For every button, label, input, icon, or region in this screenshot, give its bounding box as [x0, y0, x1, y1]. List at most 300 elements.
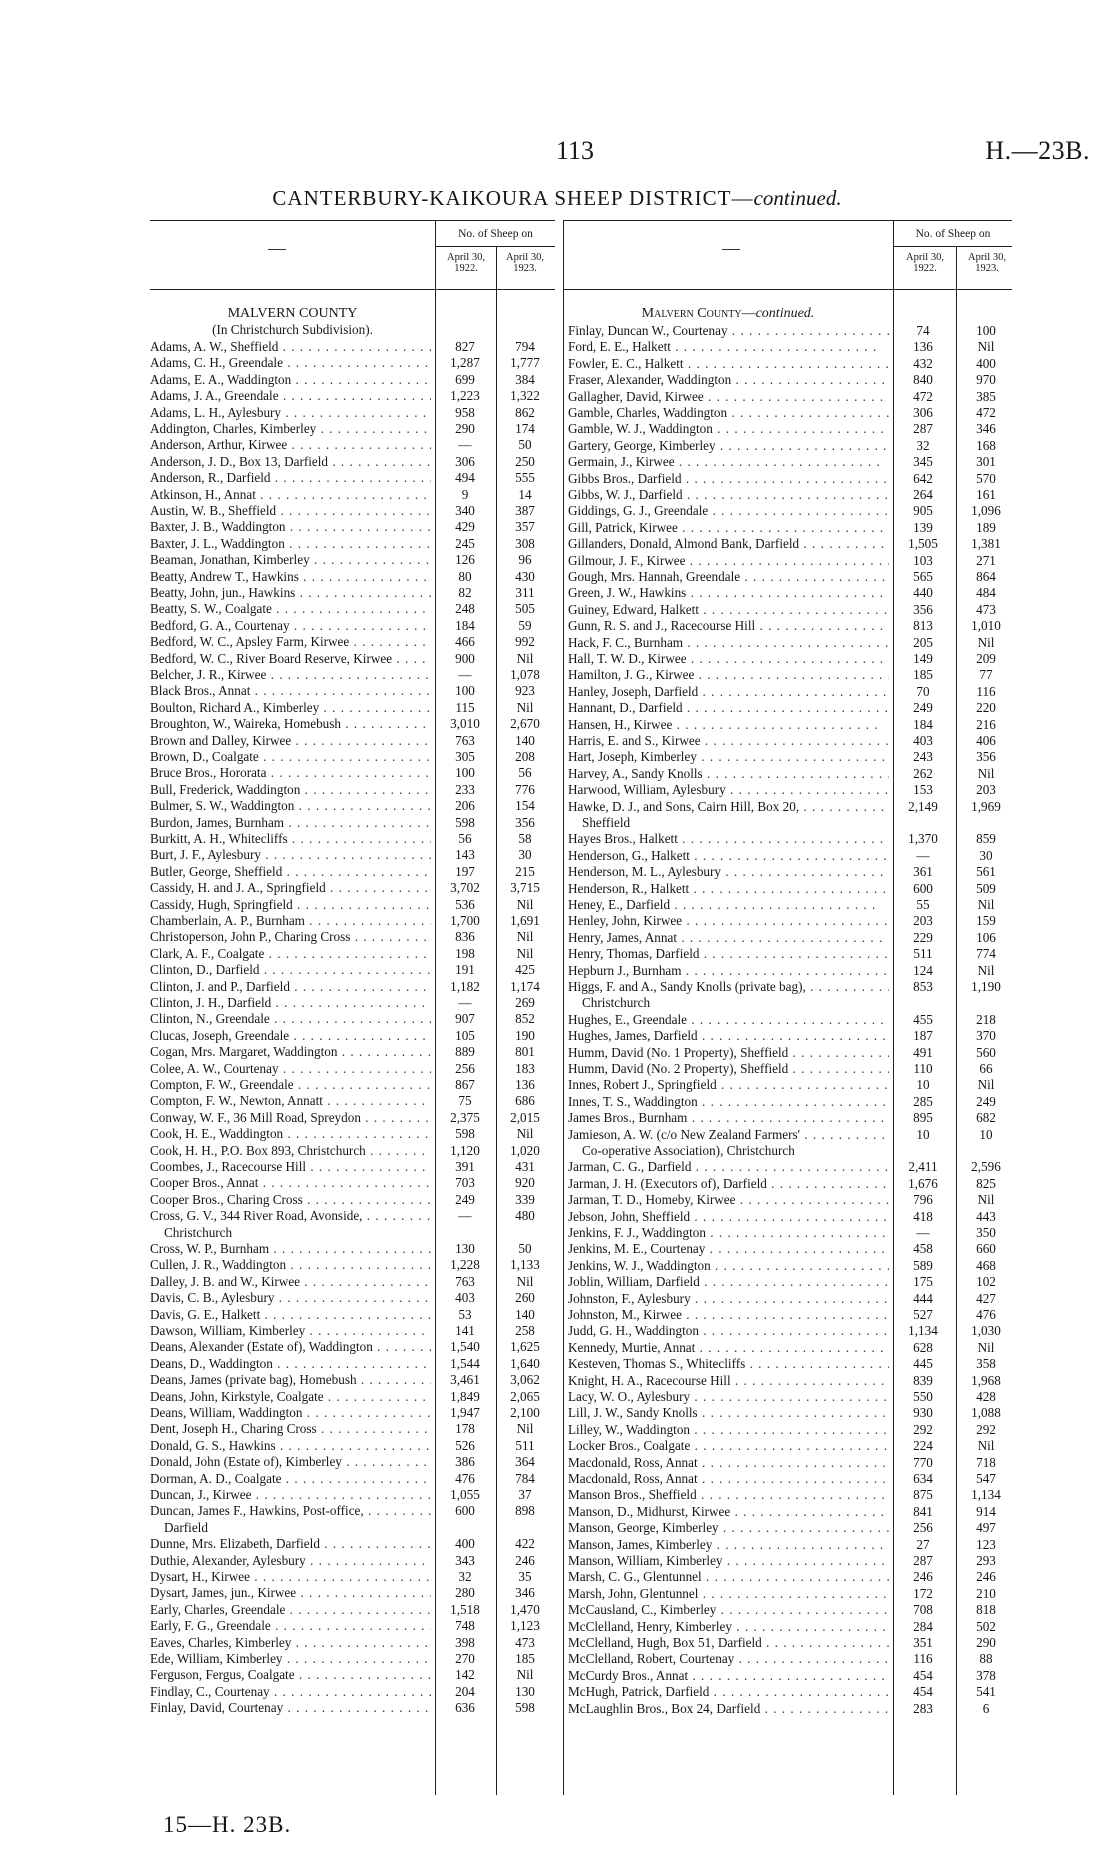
- right-section-title: [563, 306, 893, 322]
- sheep-count-1923: 3,062: [510, 1372, 540, 1388]
- sheep-count-1922: 249: [455, 1191, 475, 1207]
- sheep-count-1922: 1,287: [450, 355, 480, 371]
- page-number: 113: [555, 136, 595, 165]
- sheep-count-1922: 895: [913, 1110, 933, 1126]
- owner-name: Cullen, J. R., Waddington . .: [150, 1257, 431, 1273]
- owner-name: Harris, E. and S., Kirwee . .: [568, 733, 889, 749]
- table-row: [568, 438, 1012, 454]
- sheep-count-1923: 209: [976, 651, 996, 666]
- sheep-count-1923: Nil: [516, 699, 534, 715]
- sheep-count-1923: 428: [976, 1389, 996, 1404]
- table-row: [150, 405, 555, 421]
- table-row: [568, 356, 1012, 372]
- sheep-count-1923: 682: [976, 1110, 996, 1126]
- sheep-count-1922: 100: [455, 765, 475, 781]
- sheep-count-1923: 208: [515, 749, 535, 764]
- sheep-count-1922: 429: [455, 519, 475, 535]
- sheep-count-1923: Nil: [977, 1339, 995, 1355]
- table-row: [150, 700, 555, 716]
- owner-name: Bulmer, S. W., Waddington . .: [150, 798, 431, 814]
- table-row: [150, 634, 555, 650]
- table-row: [150, 749, 555, 765]
- sheep-count-1923: 246: [976, 1569, 996, 1585]
- sheep-count-1923: 825: [976, 1175, 996, 1191]
- sheep-count-1923: 100: [976, 323, 996, 338]
- table-row: [568, 881, 1012, 897]
- sheep-count-1923: 258: [515, 1323, 535, 1338]
- sheep-count-1922: 598: [455, 814, 475, 830]
- sheep-count-1922: 598: [455, 1126, 475, 1142]
- table-row: [150, 1700, 555, 1716]
- owner-name: Baxter, J. L., Waddington . .: [150, 536, 431, 552]
- table-row: [150, 1503, 555, 1519]
- sheep-count-1922: 70: [916, 683, 930, 699]
- sheep-count-1923: 203: [976, 782, 996, 798]
- sheep-count-1923: Nil: [977, 1438, 995, 1454]
- sheep-count-1922: 853: [913, 979, 933, 994]
- sheep-count-1923: 497: [976, 1520, 996, 1536]
- sheep-count-1922: 262: [913, 765, 933, 781]
- sheep-count-1923: 301: [976, 454, 996, 470]
- table-row: [568, 1241, 1012, 1257]
- table-row: [150, 355, 555, 371]
- table-row: [150, 1454, 555, 1470]
- sheep-count-1922: 184: [455, 617, 475, 633]
- owner-name: Colee, A. W., Courtenay . .: [150, 1061, 431, 1077]
- table-row: [150, 1225, 555, 1241]
- table-row: [568, 1684, 1012, 1700]
- owner-name: Marsh, John, Glentunnel . .: [568, 1586, 889, 1602]
- sheep-count-1923: 468: [976, 1257, 996, 1273]
- sheep-count-1922: 205: [913, 634, 933, 650]
- owner-name: Beatty, S. W., Coalgate . .: [150, 601, 431, 617]
- table-row: [568, 848, 1012, 864]
- owner-name: Chamberlain, A. P., Burnham . .: [150, 913, 431, 929]
- owner-name: Clinton, J. and P., Darfield . .: [150, 979, 431, 995]
- owner-name: Hall, T. W. D., Kirwee . .: [568, 651, 889, 667]
- sheep-count-1923: 271: [976, 552, 996, 568]
- sheep-count-1922: 3,461: [450, 1372, 480, 1388]
- sheep-count-1922: 141: [455, 1323, 475, 1338]
- owner-name: Gibbs Bros., Darfield . .: [568, 471, 889, 487]
- right-top-rule: [563, 220, 1012, 221]
- sheep-count-1923: 422: [515, 1536, 535, 1552]
- sheep-count-1922: 191: [455, 962, 475, 978]
- sheep-count-1923: 249: [976, 1093, 996, 1109]
- sheep-count-1923: Nil: [977, 339, 995, 355]
- owner-name: Anderson, R., Darfield . .: [150, 470, 431, 486]
- table-row: [150, 1635, 555, 1651]
- owner-name: Cassidy, H. and J. A., Springfield . .: [150, 880, 431, 896]
- sheep-count-1923: 88: [979, 1651, 993, 1667]
- sheep-count-1923: 30: [518, 847, 532, 863]
- table-row: [150, 1159, 555, 1175]
- table-row: [568, 766, 1012, 782]
- sheep-count-1922: 280: [455, 1585, 475, 1601]
- table-row: [568, 667, 1012, 683]
- table-row: [150, 929, 555, 945]
- owner-name: Hack, F. C., Burnham . .: [568, 635, 889, 651]
- sheep-count-1922: 243: [913, 749, 933, 765]
- sheep-count-1922: 256: [455, 1060, 475, 1076]
- owner-name: Austin, W. B., Sheffield . .: [150, 503, 431, 519]
- sheep-count-1923: 1,020: [510, 1142, 540, 1158]
- owner-name: Deans, Alexander (Estate of), Waddington . .: [150, 1339, 431, 1355]
- owner-name: Cross, W. P., Burnham . .: [150, 1241, 431, 1257]
- sheep-count-1922: 2,375: [450, 1109, 480, 1125]
- owner-name: Duncan, James F., Hawkins, Post-office, . .: [150, 1503, 431, 1519]
- sheep-count-1923: 430: [515, 568, 535, 584]
- owner-name: Ferguson, Fergus, Coalgate . .: [150, 1667, 431, 1683]
- table-row: [568, 1012, 1012, 1028]
- table-row: [150, 1520, 555, 1536]
- table-row: [568, 1422, 1012, 1438]
- table-row: [568, 831, 1012, 847]
- owner-name: Clinton, J. H., Darfield . .: [150, 995, 431, 1011]
- sheep-count-1923: 183: [515, 1060, 535, 1076]
- sheep-count-1923: 77: [979, 667, 993, 683]
- sheep-count-1923: 1,134: [971, 1487, 1001, 1503]
- sheep-count-1922: 600: [455, 1503, 475, 1519]
- sheep-count-1923: 358: [976, 1356, 996, 1372]
- sheep-count-1922: 907: [455, 1011, 475, 1027]
- sheep-count-1922: 153: [913, 782, 933, 798]
- owner-name: Hughes, E., Greendale . .: [568, 1012, 889, 1028]
- table-row: [568, 1028, 1012, 1044]
- sheep-count-1922: 527: [913, 1307, 933, 1322]
- owner-name: Gill, Patrick, Kirwee . .: [568, 520, 889, 536]
- owner-name: McClelland, Henry, Kimberley . .: [568, 1619, 889, 1635]
- owner-name: Manson Bros., Sheffield . .: [568, 1487, 889, 1503]
- sheep-count-1923: 174: [515, 421, 535, 436]
- owner-name: Gamble, W. J., Waddington . .: [568, 421, 889, 437]
- table-row: [150, 667, 555, 683]
- owner-name: Clinton, D., Darfield . .: [150, 962, 431, 978]
- table-row: [568, 684, 1012, 700]
- owner-name: Butler, George, Sheffield . .: [150, 864, 431, 880]
- sheep-count-1922: 2,149: [908, 798, 938, 814]
- sheep-count-1923: 210: [976, 1585, 996, 1601]
- owner-name: Henderson, G., Halkett . .: [568, 848, 889, 864]
- left-header-col-1922: April 30, 1922.: [447, 252, 485, 274]
- sheep-count-1923: 364: [515, 1454, 535, 1470]
- sheep-count-1922: 763: [455, 1273, 475, 1289]
- sheep-count-1922: 827: [455, 339, 475, 354]
- table-row: [568, 471, 1012, 487]
- table-row: [150, 880, 555, 896]
- sheep-count-1922: 55: [916, 897, 930, 912]
- owner-name: Gough, Mrs. Hannah, Greendale . .: [568, 569, 889, 585]
- sheep-count-1922: 345: [913, 454, 933, 470]
- owner-name: Dent, Joseph H., Charing Cross . .: [150, 1421, 431, 1437]
- sheep-count-1922: 178: [455, 1421, 475, 1437]
- owner-name: Gartery, George, Kimberley . .: [568, 438, 889, 454]
- sheep-count-1923: 136: [515, 1077, 535, 1092]
- sheep-count-1923: 218: [976, 1011, 996, 1027]
- owner-name: Dawson, William, Kimberley . .: [150, 1323, 431, 1339]
- table-row: [150, 339, 555, 355]
- owner-name: Hawke, D. J., and Sons, Cairn Hill, Box 20, . .: [568, 799, 889, 815]
- sheep-count-1922: 642: [913, 470, 933, 486]
- sheep-count-1922: 1,223: [450, 388, 480, 404]
- sheep-count-1923: 476: [976, 1307, 996, 1322]
- sheep-count-1922: 1,518: [450, 1601, 480, 1617]
- sheep-count-1922: 840: [913, 372, 933, 388]
- owner-name: Finlay, David, Courtenay . .: [150, 1700, 431, 1716]
- owner-name: Judd, G. H., Waddington . .: [568, 1323, 889, 1339]
- sheep-count-1922: 197: [455, 863, 475, 879]
- owner-name: Jarman, C. G., Darfield . .: [568, 1159, 889, 1175]
- owner-name: Early, F. G., Greendale . .: [150, 1618, 431, 1634]
- sheep-count-1922: 526: [455, 1437, 475, 1453]
- owner-name: Higgs, F. and A., Sandy Knolls (private bag), . .: [568, 979, 889, 995]
- owner-name: Dorman, A. D., Coalgate . .: [150, 1471, 431, 1487]
- table-row: [150, 487, 555, 503]
- sheep-count-1923: 914: [976, 1503, 996, 1519]
- table-row: [150, 437, 555, 453]
- sheep-count-1923: Nil: [516, 1667, 534, 1683]
- sheep-count-1923: 59: [518, 617, 532, 633]
- sheep-count-1922: 1,700: [450, 913, 480, 928]
- table-row: [150, 1061, 555, 1077]
- owner-name: Brown and Dalley, Kirwee . .: [150, 733, 431, 749]
- owner-name: McClelland, Hugh, Box 51, Darfield . .: [568, 1635, 889, 1651]
- sheep-count-1922: 270: [455, 1651, 475, 1666]
- table-row: [150, 585, 555, 601]
- table-row: [150, 1093, 555, 1109]
- title-continued: continued.: [753, 186, 842, 210]
- sheep-count-1922: 290: [455, 421, 475, 436]
- sheep-count-1922: 386: [455, 1454, 475, 1470]
- sheep-count-1922: 905: [913, 503, 933, 519]
- sheep-count-1922: 283: [913, 1700, 933, 1716]
- sheep-count-1922: 391: [455, 1159, 475, 1174]
- owner-name: Jebson, John, Sheffield . .: [568, 1209, 889, 1225]
- sheep-count-1923: Nil: [977, 962, 995, 978]
- table-row: [568, 487, 1012, 503]
- owner-name: Adams, A. W., Sheffield . .: [150, 339, 431, 355]
- sheep-count-1923: 308: [515, 535, 535, 551]
- owner-name: Donald, John (Estate of), Kimberley . .: [150, 1454, 431, 1470]
- owner-name: Christchurch: [164, 1224, 233, 1240]
- table-row: [150, 1372, 555, 1388]
- table-row: [568, 1291, 1012, 1307]
- sheep-count-1923: 427: [976, 1290, 996, 1306]
- table-row: [568, 520, 1012, 536]
- sheep-count-1922: 80: [458, 568, 472, 584]
- sheep-count-1923: 1,123: [510, 1618, 540, 1634]
- sheep-count-1923: 357: [515, 519, 535, 535]
- owner-name: Beatty, Andrew T., Hawkins . .: [150, 569, 431, 585]
- sheep-count-1922: 440: [913, 585, 933, 601]
- sheep-count-1923: 920: [515, 1175, 535, 1191]
- sheep-count-1923: 1,078: [510, 667, 540, 682]
- sheep-count-1923: 2,596: [971, 1159, 1001, 1175]
- sheep-count-1922: 1,134: [908, 1323, 938, 1339]
- table-row: [568, 1258, 1012, 1274]
- sheep-count-1922: 550: [913, 1389, 933, 1404]
- sheep-count-1923: 776: [515, 781, 535, 797]
- page-footer: 15—H. 23B.: [163, 1812, 292, 1837]
- sheep-count-1923: 161: [976, 487, 996, 502]
- table-row: [150, 1471, 555, 1487]
- sheep-count-1922: 116: [913, 1651, 933, 1667]
- sheep-count-1923: 30: [979, 847, 993, 863]
- sheep-count-1923: 260: [515, 1290, 535, 1306]
- left-header-rule: [150, 289, 555, 290]
- sheep-count-1922: 813: [913, 618, 933, 634]
- table-row: [150, 569, 555, 585]
- owner-name: Findlay, C., Courtenay . .: [150, 1684, 431, 1700]
- sheep-count-1923: 140: [515, 732, 535, 748]
- owner-name: Burt, J. F., Aylesbury . .: [150, 847, 431, 863]
- sheep-count-1923: 560: [976, 1044, 996, 1060]
- sheep-count-1923: 794: [515, 339, 535, 354]
- owner-name: McCausland, C., Kimberley . .: [568, 1602, 889, 1618]
- table-row: [150, 1667, 555, 1683]
- table-row: [568, 503, 1012, 519]
- table-row: [150, 1339, 555, 1355]
- table-row: [150, 683, 555, 699]
- owner-name: Anderson, J. D., Box 13, Darfield . .: [150, 454, 431, 470]
- owner-name: Cooper Bros., Annat . .: [150, 1175, 431, 1191]
- sheep-count-1923: 718: [976, 1454, 996, 1470]
- table-row: [568, 1635, 1012, 1651]
- sheep-count-1922: 229: [913, 929, 933, 945]
- right-header-col-1922: April 30, 1922.: [906, 252, 944, 274]
- owner-name: Addington, Charles, Kimberley . .: [150, 421, 431, 437]
- sheep-count-1922: 264: [913, 487, 933, 502]
- sheep-count-1923: Nil: [977, 634, 995, 650]
- sheep-count-1922: 292: [913, 1421, 933, 1437]
- owner-name: Hanley, Joseph, Darfield . .: [568, 684, 889, 700]
- table-row: [150, 1307, 555, 1323]
- sheep-count-1922: 32: [458, 1569, 472, 1584]
- sheep-count-1923: 443: [976, 1208, 996, 1224]
- sheep-count-1923: 400: [976, 355, 996, 371]
- sheep-count-1923: 473: [976, 601, 996, 617]
- sheep-count-1923: 50: [518, 1241, 532, 1256]
- right-subheader-rule: [893, 246, 1012, 247]
- sheep-count-1922: 285: [913, 1093, 933, 1109]
- sheep-count-1922: 1,544: [450, 1355, 480, 1371]
- table-row: [568, 782, 1012, 798]
- table-row: [568, 913, 1012, 929]
- table-row: [150, 1241, 555, 1257]
- sheep-count-1922: 1,849: [450, 1388, 480, 1404]
- sheep-count-1922: 198: [455, 945, 475, 961]
- table-row: [150, 1602, 555, 1618]
- table-row: [568, 1307, 1012, 1323]
- table-row: [150, 1126, 555, 1142]
- owner-name: Christoperson, John P., Charing Cross . .: [150, 929, 431, 945]
- sheep-count-1922: 867: [455, 1077, 475, 1092]
- owner-name: Knight, H. A., Racecourse Hill . .: [568, 1373, 889, 1389]
- sheep-count-1923: Nil: [516, 1273, 534, 1289]
- table-row: [568, 1701, 1012, 1717]
- owner-name: Hepburn J., Burnham . .: [568, 963, 889, 979]
- table-row: [568, 995, 1012, 1011]
- left-subheader-rule: [435, 246, 555, 247]
- table-row: [150, 1553, 555, 1569]
- table-row: [568, 1094, 1012, 1110]
- table-row: [150, 798, 555, 814]
- owner-name: Donald, G. S., Hawkins . .: [150, 1438, 431, 1454]
- sheep-count-1922: 400: [455, 1536, 475, 1552]
- sheep-count-1923: Nil: [977, 897, 995, 912]
- owner-name: Green, J. W., Hawkins . .: [568, 585, 889, 601]
- table-row: [150, 995, 555, 1011]
- table-row: [568, 1553, 1012, 1569]
- table-row: [150, 1651, 555, 1667]
- sheep-count-1922: 432: [913, 355, 933, 371]
- sheep-count-1922: 930: [913, 1405, 933, 1421]
- table-row: [568, 1504, 1012, 1520]
- table-row: [568, 323, 1012, 339]
- owner-name: Beaman, Jonathan, Kimberley . .: [150, 552, 431, 568]
- table-row: [150, 1175, 555, 1191]
- table-row: [568, 1405, 1012, 1421]
- sheep-count-1923: 384: [515, 371, 535, 387]
- column-separator: [563, 221, 564, 1795]
- sheep-count-1923: 431: [515, 1159, 535, 1174]
- sheep-count-1922: 839: [913, 1372, 933, 1388]
- owner-name: Gamble, Charles, Waddington . .: [568, 405, 889, 421]
- table-row: [150, 979, 555, 995]
- sheep-count-1922: 284: [913, 1618, 933, 1634]
- owner-name: Fowler, E. C., Halkett . .: [568, 356, 889, 372]
- table-row: [568, 979, 1012, 995]
- table-row: [568, 602, 1012, 618]
- sheep-count-1923: 1,096: [971, 503, 1001, 519]
- sheep-count-1923: 37: [518, 1487, 532, 1502]
- sheep-count-1922: 184: [913, 716, 933, 732]
- owner-name: Harwood, William, Aylesbury . .: [568, 782, 889, 798]
- owner-name: Boulton, Richard A., Kimberley . .: [150, 700, 431, 716]
- table-row: [568, 1077, 1012, 1093]
- sheep-count-1923: 923: [515, 683, 535, 699]
- owner-name: Germain, J., Kirwee . .: [568, 454, 889, 470]
- table-row: [150, 1389, 555, 1405]
- sheep-count-1922: 444: [913, 1290, 933, 1306]
- sheep-count-1922: 418: [913, 1208, 933, 1224]
- sheep-count-1923: 96: [518, 552, 532, 568]
- sheep-count-1923: 472: [976, 405, 996, 420]
- sheep-count-1923: 168: [976, 437, 996, 453]
- sheep-count-1923: 502: [976, 1618, 996, 1634]
- owner-name: Henley, John, Kirwee . .: [568, 913, 889, 929]
- sheep-count-1922: 770: [913, 1454, 933, 1470]
- sheep-count-1923: 356: [515, 814, 535, 830]
- sheep-count-1923: 346: [976, 421, 996, 437]
- title-main: CANTERBURY-KAIKOURA SHEEP DISTRICT—: [272, 186, 754, 210]
- sheep-count-1922: 340: [455, 503, 475, 518]
- owner-name: Henderson, M. L., Aylesbury . .: [568, 864, 889, 880]
- page-title: [0, 186, 1114, 211]
- owner-name: Gilmour, J. F., Kirwee . .: [568, 553, 889, 569]
- sheep-count-1923: 509: [976, 880, 996, 896]
- sheep-count-1922: 466: [455, 634, 475, 650]
- owner-name: Jamieson, A. W. (c/o New Zealand Farmers' . .: [568, 1127, 889, 1143]
- owner-name: Cook, H. H., P.O. Box 893, Christchurch . .: [150, 1143, 431, 1159]
- table-row: [150, 864, 555, 880]
- sheep-count-1923: 106: [976, 929, 996, 945]
- sheep-count-1923: 2,100: [510, 1405, 540, 1420]
- sheep-count-1922: 636: [455, 1700, 475, 1716]
- table-row: [150, 1077, 555, 1093]
- sheep-count-1923: 3,715: [510, 880, 540, 896]
- owner-name: Cross, G. V., 344 River Road, Avonside, . .: [150, 1208, 431, 1224]
